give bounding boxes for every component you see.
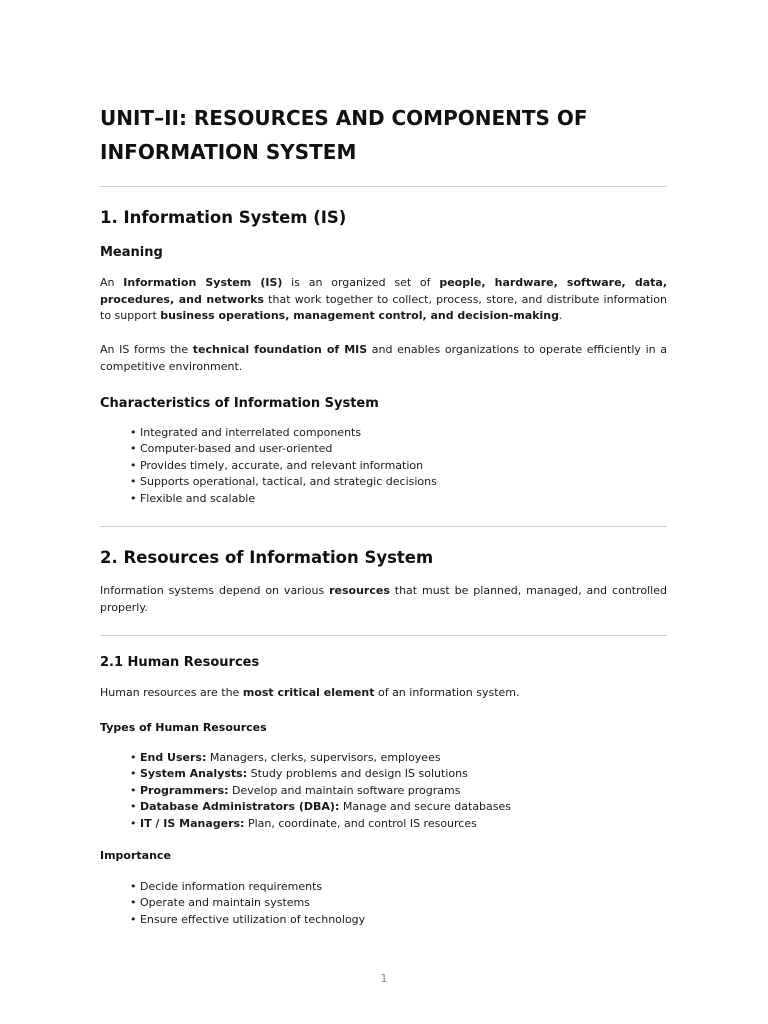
list-item [130, 766, 511, 782]
list-item: • Supports operational, tactical, and strategic decisions [130, 475, 437, 489]
item-text: Managers, clerks, supervisors, employees [206, 751, 441, 764]
human-resource-types-list [130, 750, 511, 832]
list-item [130, 799, 511, 815]
item-text: Study problems and design IS solutions [247, 767, 468, 781]
text-run: An [100, 276, 124, 289]
bullet: • [130, 751, 140, 764]
item-label: Database Administrators (DBA): [140, 800, 340, 814]
bullet: • [130, 816, 140, 830]
list-item [130, 783, 511, 799]
characteristics-list [130, 425, 437, 507]
list-item: • Computer-based and user-oriented [130, 442, 333, 456]
meaning-heading: Meaning [100, 245, 163, 260]
meaning-paragraph-2 [100, 342, 667, 375]
text-run: Human resources are the [100, 686, 243, 699]
item-label: System Analysts: [140, 767, 248, 781]
bold-term: technical foundation of MIS [192, 343, 368, 356]
meaning-paragraph-1 [100, 275, 667, 325]
list-item: • Decide information requirements [130, 880, 323, 893]
resources-paragraph [100, 583, 667, 616]
item-text: Develop and maintain software programs [228, 783, 461, 797]
list-item: • Ensure effective utilization of technology [130, 912, 366, 926]
bullet: • [130, 783, 140, 797]
section-2-heading: 2. Resources of Information System [100, 548, 434, 567]
text-run: that must be planned, managed, and controlled properly. [100, 584, 667, 614]
item-text: Manage and secure databases [339, 800, 512, 814]
divider [100, 186, 667, 187]
document-title: UNIT–II: RESOURCES AND COMPONENTS OF INFORMATION SYSTEM [100, 106, 588, 164]
item-label: Programmers: [140, 783, 229, 797]
list-item [130, 750, 511, 766]
importance-heading: Importance [100, 849, 171, 862]
text-run: Information systems depend on various [100, 584, 330, 597]
text-run: . [559, 309, 563, 323]
text-run: of an information system. [374, 686, 520, 699]
item-label: End Users: [140, 751, 207, 764]
section-2-1-heading: 2.1 Human Resources [100, 655, 260, 670]
bold-term: business operations, management control, and decision-making [160, 309, 560, 323]
bullet: • [130, 767, 140, 781]
text-run: An IS forms the [100, 343, 193, 356]
divider [100, 526, 667, 527]
list-item: • Flexible and scalable [130, 491, 256, 505]
bold-term: people, hardware, software, data, procedures, and networks [100, 276, 667, 306]
list-item: • Operate and maintain systems [130, 896, 310, 910]
list-item [130, 816, 511, 832]
item-label: IT / IS Managers: [140, 816, 245, 830]
bold-term: resources [329, 584, 390, 597]
text-run: and enables organizations to operate efficiently in a competitive environment. [100, 343, 667, 373]
human-resources-paragraph [100, 685, 667, 702]
text-run: that work together to collect, process, store, and distribute information to support [100, 292, 668, 323]
list-item: • Integrated and interrelated components [130, 426, 362, 439]
text-run: is an organized set of [282, 276, 440, 289]
characteristics-heading: Characteristics of Information System [100, 396, 379, 411]
item-text: Plan, coordinate, and control IS resources [244, 816, 477, 830]
list-item: • Provides timely, accurate, and relevant information [130, 458, 424, 472]
importance-list [130, 879, 365, 928]
divider [100, 635, 667, 636]
page-number: 1 [380, 972, 388, 985]
types-heading: Types of Human Resources [100, 721, 267, 734]
bold-term: most critical element [242, 686, 375, 699]
bold-term: Information System (IS) [123, 276, 283, 289]
section-1-heading: 1. Information System (IS) [100, 208, 347, 227]
bullet: • [130, 800, 140, 814]
